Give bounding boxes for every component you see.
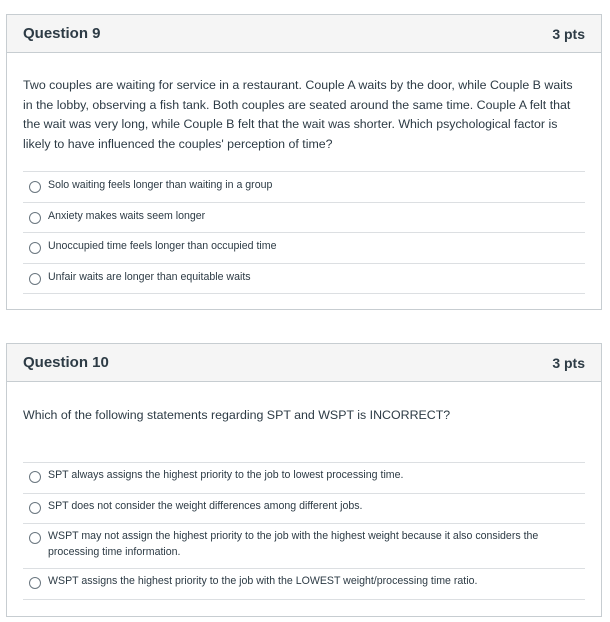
- question-10-answer-1[interactable]: [23, 463, 585, 494]
- question-9-answers: [23, 171, 585, 294]
- question-9-answer-1[interactable]: [23, 172, 585, 203]
- question-10-points: 3 pts: [552, 354, 585, 371]
- radio-button[interactable]: [29, 242, 41, 254]
- question-9-answer-4[interactable]: [23, 264, 585, 295]
- radio-button[interactable]: [29, 212, 41, 224]
- answer-label: Unoccupied time feels longer than occupied time: [48, 240, 277, 252]
- question-9-answer-3[interactable]: [23, 233, 585, 264]
- question-10-answer-4[interactable]: [23, 569, 585, 600]
- question-10-header: [7, 344, 601, 382]
- question-10-answer-3[interactable]: [23, 524, 585, 569]
- answer-label: SPT always assigns the highest priority to the job to lowest processing time.: [48, 469, 404, 481]
- question-10-text: Which of the following statements regarding SPT and WSPT is INCORRECT?: [23, 408, 451, 422]
- question-9-card: [6, 14, 602, 310]
- question-10-card: [6, 343, 602, 617]
- question-10-title: Question 10: [23, 354, 109, 371]
- answer-label: Anxiety makes waits seem longer: [48, 209, 206, 222]
- question-9-text: Two couples are waiting for service in a restaurant. Couple A waits by the door, while Couple B waits in the lobby, observing a fish tank. Both couples are seated around the same time. Couple A felt that the wait was very long, while Couple B felt that the wait was shorter. Which psychological factor is likely to have influenced the couples' perception of time?: [23, 78, 573, 151]
- radio-button[interactable]: [29, 502, 41, 514]
- question-9-answer-2[interactable]: [23, 203, 585, 234]
- radio-button[interactable]: [29, 471, 41, 483]
- question-9-title: Question 9: [23, 25, 101, 42]
- answer-label: WSPT assigns the highest priority to the job with the LOWEST weight/processing time ratio.: [48, 575, 478, 587]
- question-9-points: 3 pts: [552, 25, 585, 42]
- answer-label: WSPT may not assign the highest priority to the job with the highest weight because it also considers the processing time information.: [48, 530, 539, 558]
- answer-label: Unfair waits are longer than equitable waits: [48, 270, 251, 283]
- question-10-answers: [23, 462, 585, 600]
- radio-button[interactable]: [29, 532, 41, 544]
- question-10-answer-2[interactable]: [23, 494, 585, 525]
- radio-button[interactable]: [29, 577, 41, 589]
- answer-label: Solo waiting feels longer than waiting in a group: [48, 179, 273, 191]
- question-9-header: [7, 15, 601, 53]
- answer-label: SPT does not consider the weight differences among different jobs.: [48, 499, 363, 512]
- radio-button[interactable]: [29, 273, 41, 285]
- radio-button[interactable]: [29, 181, 41, 193]
